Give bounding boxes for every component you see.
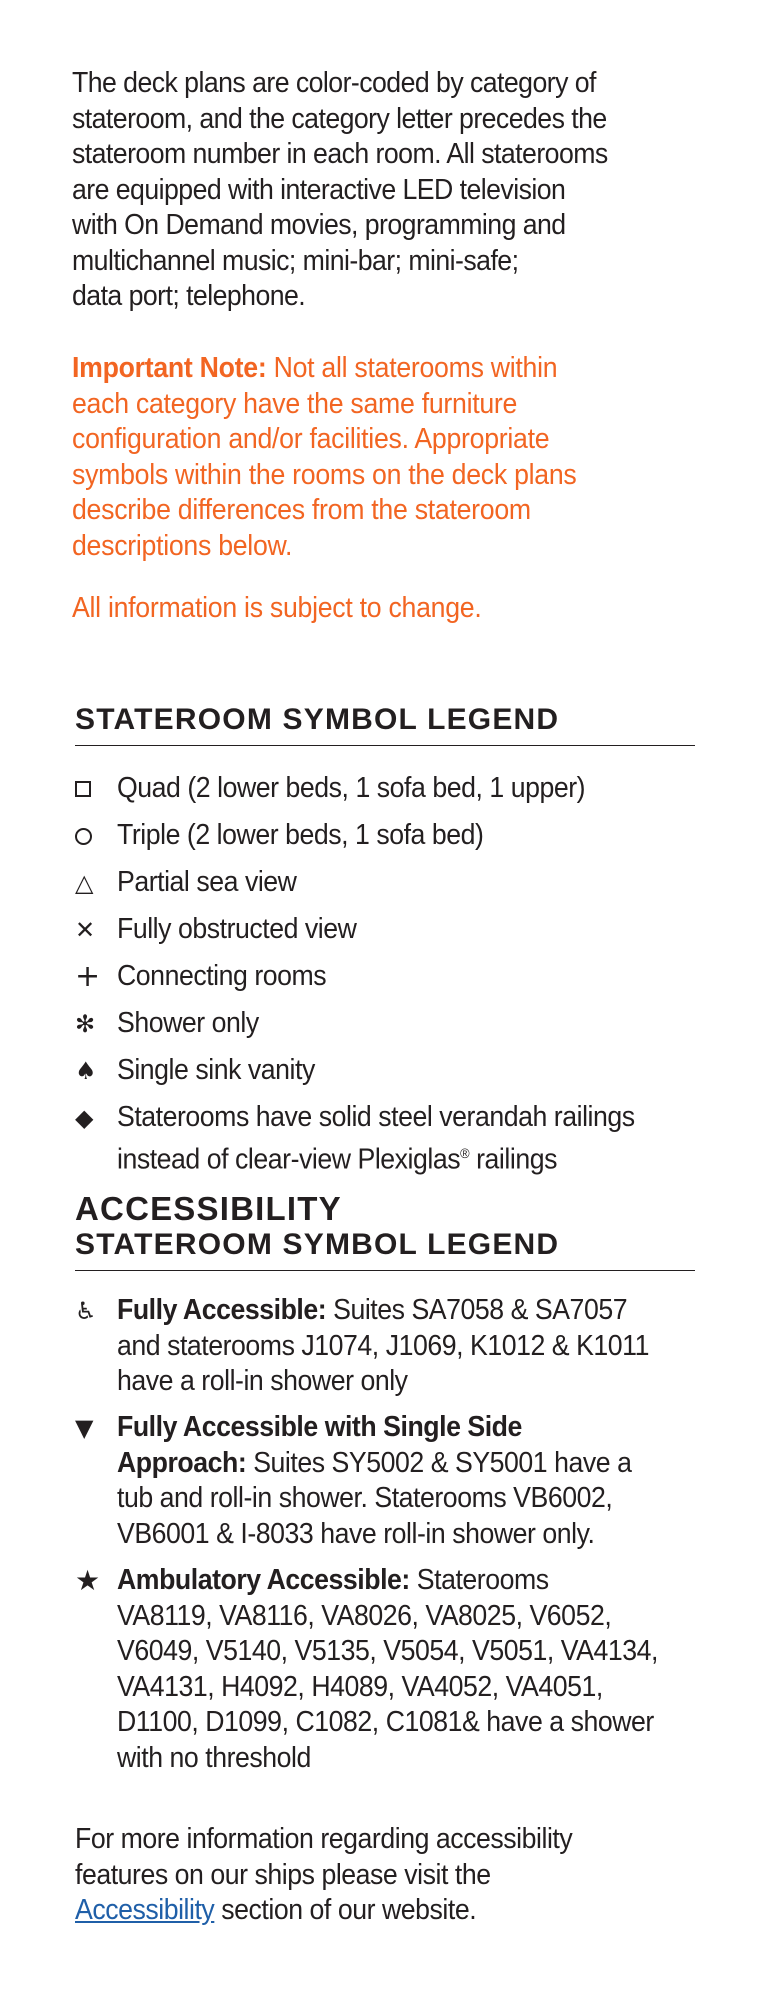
triangle-icon: △ — [75, 869, 94, 897]
intro-paragraph — [72, 66, 642, 315]
legend-item-quad — [75, 771, 715, 807]
legend-item-connecting — [75, 959, 715, 995]
legend-item-label: Ambulatory Accessible: Staterooms VA8119, VA8116, VA8026, VA8025, V6052, V6049, V5140, V5135, V5054, V5051, VA4134, VA4131, H4092, H4089, VA4052, VA4051, D1100, D1099, C1082, C1081& have a shower with no threshold — [117, 1564, 658, 1774]
square-icon — [75, 771, 117, 807]
intro-line: stateroom, and the category letter precedes the — [72, 102, 607, 135]
legend-item-single-sink — [75, 1053, 715, 1089]
wheelchair-icon: ♿ — [75, 1297, 97, 1325]
legend-item-label: Staterooms have solid steel verandah railings instead of clear-view Plexiglas® railings — [117, 1101, 635, 1176]
star-icon: ★ — [75, 1564, 101, 1597]
important-note — [72, 351, 661, 564]
intro-line: are equipped with interactive LED television — [72, 173, 566, 206]
legend-item-label: Fully Accessible with Single Side Approach: Suites SY5002 & SY5001 have a tub and roll-in shower. Staterooms VB6002, VB6001 & I-8033 have roll-in shower only. — [117, 1411, 632, 1550]
footer-paragraph: For more information regarding accessibility features on our ships please visit the Accessibility section of our website. — [75, 1823, 573, 1926]
legend-item-label: Fully Accessible: Suites SA7058 & SA7057 and staterooms J1074, J1069, K1012 & K1011 have a roll-in shower only — [117, 1294, 649, 1397]
accessibility-title: ACCESSIBILITY — [75, 1190, 342, 1227]
circle-icon — [75, 818, 117, 854]
intro-line: with On Demand movies, programming and — [72, 209, 566, 241]
important-note-line: configuration and/or facilities. Appropriate — [72, 423, 550, 455]
change-notice: All information is subject to change. — [72, 592, 482, 624]
symbol-legend-title: STATEROOM SYMBOL LEGEND — [75, 703, 560, 736]
important-note-line: descriptions below. — [72, 529, 293, 562]
legend-item-label: Shower only — [117, 1007, 259, 1039]
divider — [75, 745, 695, 746]
important-note-label: Important Note: — [72, 352, 267, 384]
legend-item-label: Single sink vanity — [117, 1054, 315, 1086]
x-icon: ✕ — [75, 916, 96, 944]
down-triangle-icon: ▼ — [75, 1414, 94, 1442]
legend-item-label: Partial sea view — [117, 866, 297, 898]
legend-item-partial-view — [75, 865, 715, 901]
spade-icon: ♠ — [75, 1057, 97, 1085]
legend-item-label: Connecting rooms — [117, 960, 327, 992]
legend-item-triple — [75, 818, 715, 854]
accessibility-link[interactable]: Accessibility — [75, 1894, 215, 1926]
legend-item-steel-railings — [75, 1100, 715, 1178]
diamond-icon: ◆ — [75, 1104, 94, 1132]
important-note-line: each category have the same furniture — [72, 387, 518, 420]
legend-item-single-side-approach — [75, 1410, 715, 1552]
legend-item-fully-accessible — [75, 1293, 715, 1400]
important-note-line: describe differences from the stateroom — [72, 494, 531, 526]
intro-line: The deck plans are color-coded by category of — [72, 67, 596, 99]
legend-item-ambulatory — [75, 1563, 715, 1776]
legend-item-label: Quad (2 lower beds, 1 sofa bed, 1 upper) — [117, 772, 586, 804]
important-note-line: symbols within the rooms on the deck plans — [72, 458, 577, 491]
intro-line: data port; telephone. — [72, 280, 306, 312]
intro-line: multichannel music; mini-bar; mini-safe; — [72, 244, 519, 277]
important-note-line: Not all staterooms within — [266, 352, 558, 384]
divider — [75, 1270, 695, 1271]
asterisk-icon: ✻ — [75, 1010, 96, 1038]
accessibility-subtitle: STATEROOM SYMBOL LEGEND — [75, 1228, 560, 1261]
legend-item-label: Fully obstructed view — [117, 913, 357, 945]
legend-item-obstructed — [75, 912, 715, 948]
plus-icon: + — [75, 959, 101, 994]
legend-item-label: Triple (2 lower beds, 1 sofa bed) — [117, 819, 484, 851]
intro-line: stateroom number in each room. All staterooms — [72, 138, 608, 170]
legend-item-shower — [75, 1006, 715, 1042]
